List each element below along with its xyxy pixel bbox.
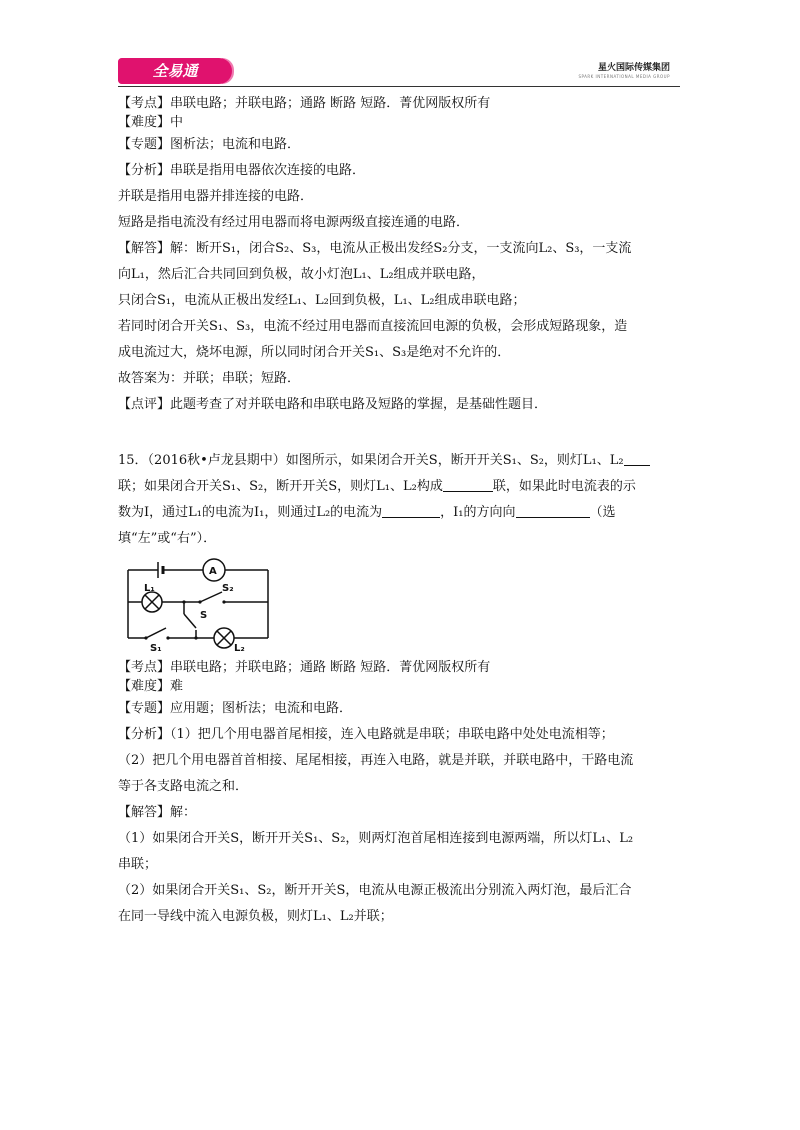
brand [578,60,670,79]
ammeter-label: A [209,566,217,577]
q15-stem-3-text-b: ，I₁的方向向 [440,505,516,520]
switch-s1-label: S₁ [150,643,162,652]
q14-zhuanti: 【专题】图析法；电流和电路． [118,137,301,152]
q14-nandu: 【难度】中 [118,115,184,130]
q15-fenxi-1: 【分析】（1）把几个用电器首尾相接，连入电路就是串联；串联电路中处处电流相等； [118,727,614,742]
page-header [118,56,678,88]
q15-kaodian: 【考点】串联电路；并联电路；通路 断路 短路．菁优网版权所有 [118,660,491,675]
q15-stem-2-text-a: 联；如果闭合开关S₁、S₂，断开开关S，则灯L₁、L₂构成 [118,479,443,494]
lamp1-label: L₁ [144,583,155,594]
q14-kaodian: 【考点】串联电路；并联电路；通路 断路 短路．菁优网版权所有 [118,96,491,111]
answer-blank-2 [443,477,493,492]
q14-jieda-1: 【解答】解：断开S₁，闭合S₂、S₃，电流从正极出发经S₂分支，一支流向L₂、S₃，一支流 [118,241,632,256]
answer-blank-1 [624,451,650,466]
q15-fenxi-3: 等于各支路电流之和． [118,779,249,794]
brand-english: SPARK INTERNATIONAL MEDIA GROUP [578,74,670,79]
q14-jieda-4: 若同时闭合开关S₁、S₃，电流不经过用电器而直接流回电源的负极，会形成短路现象，造 [118,319,628,334]
logo: 全易通 [118,58,232,84]
q15-stem-3-text-a: 数为I，通过L₁的电流为I₁，则通过L₂的电流为 [118,505,383,520]
q15-jieda-4: 在同一导线中流入电源负极，则灯L₁、L₂并联； [118,909,393,924]
q15-jieda-0: 【解答】解： [118,805,197,820]
q15-jieda-1: （1）如果闭合开关S，断开开关S₁、S₂，则两灯泡首尾相连接到电源两端，所以灯L₁、L₂ [118,831,634,846]
q15-jieda-3: （2）如果闭合开关S₁、S₂，断开开关S，电流从电源正极流出分别流入两灯泡，最后汇合 [118,883,632,898]
q15-stem-4: 填“左”或“右”）． [118,531,217,546]
lamp2-label: L₂ [234,643,245,652]
q15-zhuanti: 【专题】应用题；图析法；电流和电路． [118,701,353,716]
q15-stem-2-text-b: 联，如果此时电流表的示 [492,479,636,494]
switch-s-label: S [200,610,208,621]
document-body [118,94,682,930]
switch-s2-label: S₂ [222,583,234,594]
q14-jieda-5: 成电流过大，烧坏电源，所以同时闭合开关S₁、S₃是绝对不允许的． [118,345,511,360]
circuit-svg [124,556,274,652]
circuit-diagram [124,556,274,652]
q14-fenxi-2: 并联是指用电器并排连接的电路． [118,189,314,204]
q15-stem-3-text-c: （选 [589,505,616,520]
answer-blank-3 [382,503,440,518]
switch-s-blade [184,614,196,628]
q15-nandu: 【难度】难 [118,679,184,694]
q15-stem-1-text: 15．（2016秋•卢龙县期中）如图所示，如果闭合开关S，断开开关S₁、S₂，则灯L₁、L₂ [118,453,624,468]
q15-stem-2 [118,474,682,500]
header-rule [118,86,680,87]
q14-fenxi-3: 短路是指电流没有经过用电器而将电源两级直接连通的电路． [118,215,470,230]
q14-jieda-2: 向L₁，然后汇合共同回到负极，故小灯泡L₁、L₂组成并联电路， [118,267,485,282]
q15-stem-3 [118,500,682,526]
q15-jieda-2: 串联； [118,857,158,872]
brand-name: 星火国际传媒集团 [597,63,670,73]
switch-s2-blade [200,592,222,602]
switch-s1-blade [146,628,166,638]
q15-stem-1 [118,448,682,474]
q14-answer: 故答案为：并联；串联；短路． [118,371,301,386]
q14-dianping: 【点评】此题考查了对并联电路和串联电路及短路的掌握，是基础性题目． [118,397,548,412]
question-14-solution [118,94,682,418]
q14-jieda-3: 只闭合S₁，电流从正极出发经L₁、L₂回到负极，L₁、L₂组成串联电路； [118,293,526,308]
q15-fenxi-2: （2）把几个用电器首首相接、尾尾相接，再连入电路，就是并联，并联电路中，干路电流 [118,753,634,768]
answer-blank-4 [516,503,590,518]
q14-fenxi-1: 【分析】串联是指用电器依次连接的电路． [118,163,366,178]
question-15 [118,448,682,930]
